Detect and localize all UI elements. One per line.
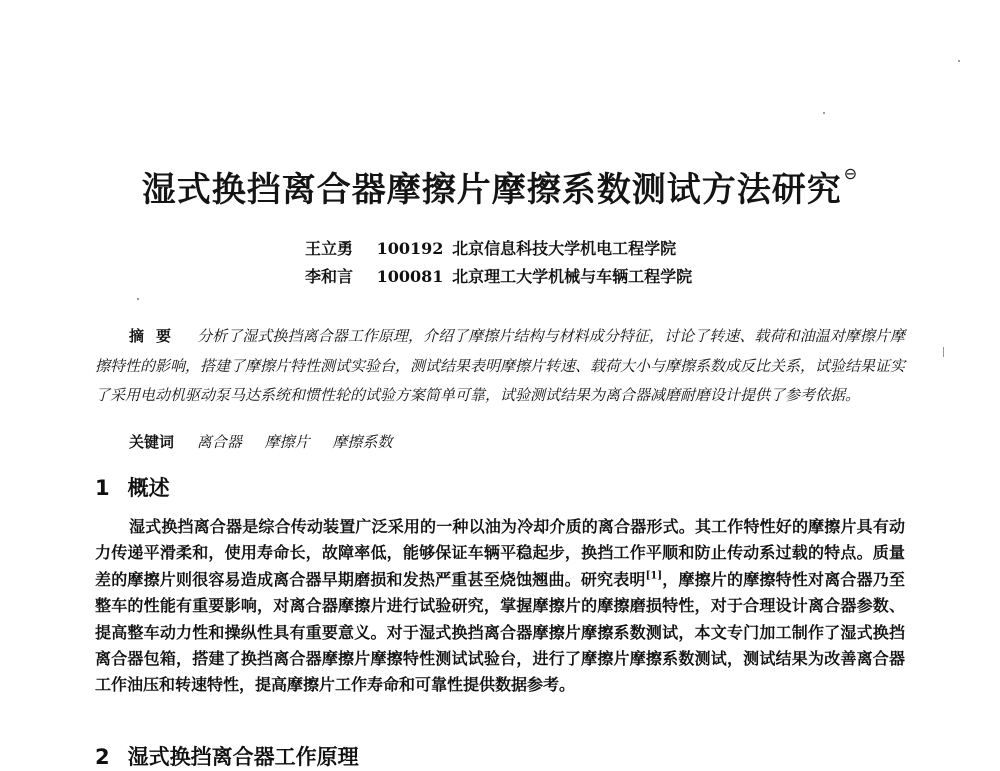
author-postcode: 100081 [376, 267, 444, 286]
author-name: 李和言 [305, 267, 354, 286]
scan-speck [137, 298, 139, 300]
paragraph-text: ，摩擦片的摩擦特性对离合器乃至整车的性能有重要影响，对离合器摩擦片进行试验研究，掌握摩擦片的摩擦磨损特性，对于合理设计离合器参数、提高整车动力性和操纵性具有重要意义。对于湿式换挡离合器摩擦片摩擦系数测试，本文专门加工制作了湿式换挡离合器包箱，搭建了换挡离合器摩擦片摩擦特性测试试验台，进行了摩擦片摩擦系数测试，测试结果为改善离合器工作油压和转速特性，提高摩擦片工作寿命和可靠性提供数据参考。 [95, 569, 905, 695]
title-footnote-mark: ⊖ [843, 164, 859, 183]
section-number: 1 [95, 476, 110, 500]
keywords [129, 431, 410, 452]
scan-speck [823, 112, 825, 114]
paper-title [0, 162, 1000, 211]
section-1-paragraph [95, 514, 905, 699]
scan-speck [958, 60, 960, 62]
author-name: 王立勇 [305, 239, 354, 258]
citation-ref: [1] [645, 570, 663, 582]
scan-speck [943, 347, 944, 357]
abstract-text: 分析了湿式换挡离合器工作原理，介绍了摩擦片结构与材料成分特征，讨论了转速、载荷和油温对摩擦片摩擦特性的影响，搭建了摩擦片特性测试实验台，测试结果表明摩擦片转速、载荷大小与摩擦系数成反比关系，试验结果证实了采用电动机驱动泵马达系统和惯性轮的试验方案简单可靠，试验测试结果为离合器减磨耐磨设计提供了参考依据。 [95, 327, 906, 404]
author-postcode: 100192 [376, 239, 444, 258]
paper-title-text: 湿式换挡离合器摩擦片摩擦系数测试方法研究 [141, 170, 842, 210]
section-heading-1 [95, 472, 170, 502]
section-number: 2 [95, 745, 110, 769]
keyword: 摩擦片 [264, 433, 310, 451]
author-affiliation: 北京信息科技大学机电工程学院 [452, 239, 677, 258]
section-title: 湿式换挡离合器工作原理 [127, 745, 359, 769]
keyword: 离合器 [196, 433, 242, 451]
abstract-label: 摘要 [129, 327, 184, 345]
abstract [95, 322, 905, 411]
keyword: 摩擦系数 [332, 433, 393, 451]
paragraph-text: 湿式换挡离合器是综合传动装置广泛采用的一种以油为冷却介质的离合器形式。其工作特性好的摩擦片具有动力传递平滑柔和，使用寿命长，故障率低，能够保证车辆平稳起步，换挡工作平顺和防止传动系过载的特点。质量差的摩擦片则很容易造成离合器早期磨损和发热严重甚至烧蚀翘曲。研究表明 [95, 517, 905, 589]
author-line-2 [305, 264, 692, 287]
section-heading-2 [95, 741, 359, 771]
author-line-1 [305, 236, 676, 259]
keywords-label: 关键词 [129, 433, 175, 451]
author-affiliation: 北京理工大学机械与车辆工程学院 [452, 267, 693, 286]
section-title: 概述 [127, 476, 170, 500]
